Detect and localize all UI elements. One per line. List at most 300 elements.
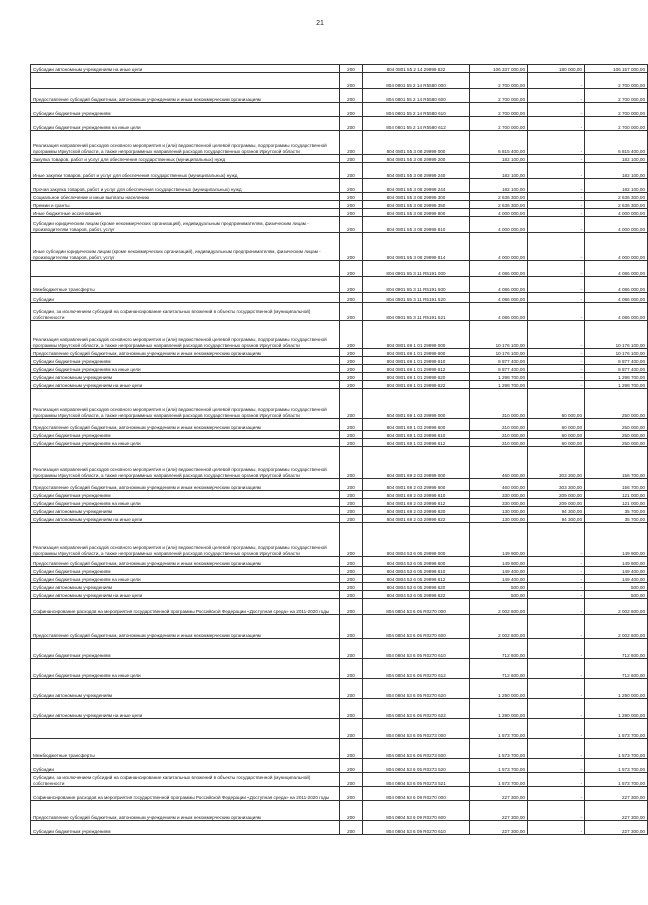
row-line-code: 200 [340,131,363,155]
table-row [31,773,648,787]
row-line-code: 200 [340,389,363,419]
row-budget-code: 804 0801 69 2 03 29999 622 [363,515,470,523]
row-budget-code: 804 0804 53 6 09 R0270 600 [363,801,470,821]
row-amount-before: 310 000,00 [470,431,528,439]
row-amount-after: 2 700 000,00 [585,73,648,89]
row-name [31,261,340,277]
row-line-code: 200 [340,73,363,89]
row-amount-before: 149 400,00 [470,575,528,583]
row-name: Субсидии бюджетным учреждениям [31,567,340,575]
row-budget-code: 804 0801 55 3 08 29999 800 [363,209,470,217]
row-amount-before: 4 086 000,00 [470,293,528,303]
row-line-code: 200 [340,659,363,679]
table-row [31,431,648,439]
row-amount-change: 60 000,00 [528,431,585,439]
table-row [31,479,648,491]
table-row [31,117,648,131]
table-row [31,89,648,103]
row-budget-code: 804 0804 53 6 05 29999 600 [363,557,470,567]
row-amount-after: 1 298 700,00 [585,381,648,389]
row-amount-before: 4 000 000,00 [470,209,528,217]
table-row [31,801,648,821]
row-amount-before: 1 290 000,00 [470,679,528,699]
row-amount-before: 500,00 [470,583,528,591]
row-amount-before: 10 176 100,00 [470,349,528,357]
row-amount-after: 10 176 100,00 [585,321,648,349]
row-amount-after: 8 877 400,00 [585,357,648,365]
row-amount-before: 2 636 300,00 [470,201,528,209]
row-line-code: 200 [340,117,363,131]
row-amount-after: 4 000 000,00 [585,209,648,217]
table-row [31,639,648,659]
row-budget-code: 804 0801 69 1 01 29999 622 [363,381,470,389]
row-amount-after: 2 002 600,00 [585,615,648,639]
row-line-code: 200 [340,431,363,439]
row-amount-change: - [528,201,585,209]
row-line-code: 200 [340,739,363,759]
table-row [31,439,648,447]
row-budget-code: 804 0801 55 2 14 R5580 610 [363,103,470,117]
row-amount-before: 2 700 000,00 [470,89,528,103]
budget-table [30,64,648,835]
row-name: Субсидии автономным учреждениям на иные цели [31,65,340,73]
table-row [31,179,648,193]
row-amount-change: 303 300,00 [528,479,585,491]
row-name: Субсидии автономным учреждениям на иные цели [31,591,340,599]
row-amount-change: - [528,155,585,163]
row-amount-change: - [528,801,585,821]
table-row [31,217,648,233]
row-amount-before: 6 815 400,00 [470,131,528,155]
row-amount-change: - [528,261,585,277]
row-amount-after: 227 300,00 [585,821,648,835]
row-amount-before: 1 573 700,00 [470,759,528,773]
row-budget-code: 804 0804 53 6 05 R0270 600 [363,615,470,639]
row-name: Субсидии [31,759,340,773]
row-name: Премии и гранты [31,201,340,209]
row-line-code: 200 [340,801,363,821]
row-amount-after: 121 000,00 [585,491,648,499]
row-amount-after: 2 700 000,00 [585,103,648,117]
row-line-code: 200 [340,193,363,201]
row-amount-change: - [528,659,585,679]
row-amount-after: 712 600,00 [585,659,648,679]
table-row [31,591,648,599]
row-amount-before: 330 000,00 [470,499,528,507]
row-amount-before: 712 600,00 [470,659,528,679]
table-row [31,381,648,389]
row-amount-change: - [528,179,585,193]
table-row [31,739,648,759]
table-row [31,557,648,567]
row-amount-change: 60 000,00 [528,389,585,419]
row-name: Прочая закупка товаров, работ и услуг для обеспечения государственных (муниципальных) нужд [31,179,340,193]
row-budget-code: 804 0801 69 2 03 29999 610 [363,491,470,499]
row-budget-code: 804 0801 55 2 14 29999 622 [363,65,470,73]
row-budget-code: 804 0804 53 6 05 29999 622 [363,591,470,599]
row-budget-code: 804 0801 55 3 08 29999 810 [363,217,470,233]
row-amount-change: - [528,639,585,659]
table-row [31,499,648,507]
row-amount-after: 4 086 000,00 [585,277,648,293]
row-name: Софинансирование расходов на мероприятия государственной программы Российской Федерации «Доступная среда» на 2011-2020 годы [31,599,340,615]
row-name: Предоставление субсидий бюджетным, автономным учреждениям и иным некоммерческим организациям [31,349,340,357]
row-budget-code: 804 0804 53 6 05 29999 612 [363,575,470,583]
row-name: Субсидии бюджетным учреждениям на иные цели [31,575,340,583]
row-name: Субсидии автономным учреждениям на иные цели [31,381,340,389]
row-line-code: 200 [340,491,363,499]
row-amount-before: 149 400,00 [470,567,528,575]
row-name: Предоставление субсидий бюджетным, автономным учреждениям и иным некоммерческим организациям [31,801,340,821]
row-budget-code: 804 0801 69 1 01 29999 000 [363,321,470,349]
row-name: Субсидии бюджетным учреждениям [31,491,340,499]
row-name: Софинансирование расходов на мероприятия государственной программы Российской Федерации «Доступная среда» на 2011-2020 годы [31,787,340,801]
table-row [31,293,648,303]
row-line-code: 200 [340,155,363,163]
table-row [31,419,648,431]
row-amount-before: 130 000,00 [470,507,528,515]
row-amount-after: 2 002 600,00 [585,599,648,615]
row-name: Субсидии автономным учреждениям на иные цели [31,699,340,719]
row-budget-code: 804 0804 53 6 09 R0270 610 [363,821,470,835]
row-amount-change: - [528,321,585,349]
table-row [31,679,648,699]
row-budget-code: 804 0801 69 2 03 29999 000 [363,447,470,479]
row-amount-change: - [528,787,585,801]
row-amount-after: 4 086 000,00 [585,261,648,277]
row-budget-code: 804 0801 55 3 08 29999 300 [363,193,470,201]
row-amount-after: 1 573 700,00 [585,739,648,759]
row-name: Субсидии, за исключением субсидий на софинансирование капитальных вложений в объекты государственной (муниципальной) собственности [31,773,340,787]
table-row [31,491,648,499]
row-amount-after: 149 400,00 [585,567,648,575]
row-budget-code: 804 0804 53 6 05 R0270 610 [363,639,470,659]
row-amount-after: 500,00 [585,591,648,599]
row-amount-after: 712 600,00 [585,639,648,659]
row-budget-code: 804 0801 55 3 08 29999 244 [363,179,470,193]
row-name: Предоставление субсидий бюджетным, автономным учреждениям и иным некоммерческим организациям [31,615,340,639]
table-row [31,659,648,679]
table-row [31,759,648,773]
row-name: Субсидии автономным учреждениям [31,583,340,591]
row-amount-change: - [528,739,585,759]
row-budget-code: 804 0801 55 3 08 29999 000 [363,131,470,155]
row-name: Субсидии автономным учреждениям [31,373,340,381]
row-line-code: 200 [340,163,363,179]
row-line-code: 200 [340,599,363,615]
row-line-code: 200 [340,515,363,523]
row-amount-after: 156 700,00 [585,447,648,479]
row-line-code: 200 [340,303,363,321]
row-budget-code: 804 0801 55 3 08 29999 240 [363,163,470,179]
row-budget-code: 804 0801 55 2 14 R5580 600 [363,89,470,103]
row-name: Предоставление субсидий бюджетным, автономным учреждениям и иным некоммерческим организациям [31,557,340,567]
table-row [31,155,648,163]
row-amount-change: - [528,591,585,599]
row-amount-change: - [528,277,585,293]
row-amount-change: - [528,303,585,321]
table-row [31,389,648,419]
row-amount-change: - [528,131,585,155]
table-row [31,209,648,217]
row-amount-after: 106 157 000,00 [585,65,648,73]
row-amount-before: 2 700 000,00 [470,117,528,131]
row-amount-change: - [528,719,585,739]
row-amount-after: 149 900,00 [585,557,648,567]
row-line-code: 200 [340,209,363,217]
row-amount-before: 182 100,00 [470,179,528,193]
table-row [31,507,648,515]
row-line-code: 200 [340,821,363,835]
row-amount-change: - [528,365,585,373]
table-row [31,575,648,583]
row-amount-after: 4 000 000,00 [585,233,648,261]
row-name: Субсидии бюджетным учреждениям на иные цели [31,499,340,507]
row-amount-change: - [528,615,585,639]
row-amount-change: - [528,381,585,389]
table-row [31,599,648,615]
row-line-code: 200 [340,557,363,567]
row-line-code: 200 [340,583,363,591]
row-line-code: 200 [340,293,363,303]
page-number: 21 [316,20,324,27]
row-budget-code: 804 0804 53 6 05 R0273 520 [363,759,470,773]
row-amount-change: 180 000,00 [528,65,585,73]
row-budget-code: 804 0804 53 6 05 R0273 000 [363,719,470,739]
row-budget-code: 804 0801 69 1 01 29999 620 [363,373,470,381]
row-name: Субсидии бюджетным учреждениям на иные цели [31,439,340,447]
table-row [31,163,648,179]
row-line-code: 200 [340,499,363,507]
row-amount-change: - [528,599,585,615]
row-amount-before: 310 000,00 [470,439,528,447]
table-row [31,65,648,73]
row-name: Субсидии бюджетным учреждениям [31,639,340,659]
row-budget-code: 804 0804 53 6 05 29999 610 [363,567,470,575]
row-amount-change: 94 300,00 [528,507,585,515]
table-row [31,787,648,801]
row-amount-after: 227 300,00 [585,787,648,801]
row-amount-after: 2 636 300,00 [585,193,648,201]
table-row [31,567,648,575]
row-budget-code: 804 0804 53 6 05 R0270 622 [363,699,470,719]
row-line-code: 200 [340,719,363,739]
row-amount-change: 94 300,00 [528,515,585,523]
row-budget-code: 804 0804 53 6 05 R0270 000 [363,599,470,615]
row-amount-before: 1 298 700,00 [470,373,528,381]
row-budget-code: 804 0801 69 2 03 29999 620 [363,507,470,515]
row-amount-after: 10 176 100,00 [585,349,648,357]
row-amount-before: 1 290 000,00 [470,699,528,719]
row-line-code: 200 [340,349,363,357]
row-amount-change: - [528,759,585,773]
row-amount-after: 149 400,00 [585,575,648,583]
row-amount-change: - [528,357,585,365]
row-amount-after: 121 000,00 [585,499,648,507]
row-name: Субсидии автономным учреждениям [31,679,340,699]
row-line-code: 200 [340,507,363,515]
row-amount-after: 149 900,00 [585,523,648,557]
table-row [31,303,648,321]
row-amount-before: 330 000,00 [470,491,528,499]
row-name: Субсидии бюджетным учреждениям на иные цели [31,365,340,373]
row-amount-before: 149 900,00 [470,557,528,567]
row-name: Субсидии юридическим лицам (кроме некоммерческих организаций), индивидуальным предпринимателям, физическим лицам - производителям товаров, работ, услуг [31,217,340,233]
table-row [31,103,648,117]
row-budget-code: 804 0801 55 3 08 29999 350 [363,201,470,209]
row-amount-before: 1 298 700,00 [470,381,528,389]
table-row [31,233,648,261]
row-name [31,73,340,89]
row-line-code: 200 [340,419,363,431]
row-amount-after: 8 877 400,00 [585,365,648,373]
row-amount-change: - [528,349,585,357]
table-row [31,583,648,591]
row-name: Иные субсидии юридическим лицам (кроме некоммерческих организаций), индивидуальным предпринимателям, физическим лицам - производителям товаров, работ, услуг [31,233,340,261]
table-row [31,321,648,349]
row-line-code: 200 [340,233,363,261]
table-row [31,73,648,89]
row-amount-change: - [528,193,585,201]
row-budget-code: 804 0804 53 6 05 R0273 500 [363,739,470,759]
table-row [31,515,648,523]
row-amount-change: - [528,575,585,583]
row-budget-code: 804 0801 69 1 01 29999 610 [363,357,470,365]
table-row [31,365,648,373]
row-amount-before: 1 573 700,00 [470,719,528,739]
row-budget-code: 804 0804 53 6 05 29999 620 [363,583,470,591]
row-amount-after: 182 100,00 [585,179,648,193]
row-amount-change: 209 000,00 [528,499,585,507]
row-amount-change: - [528,773,585,787]
row-amount-after: 1 573 700,00 [585,773,648,787]
row-budget-code: 804 0801 69 1 03 29999 000 [363,389,470,419]
row-name: Предоставление субсидий бюджетным, автономным учреждениям и иным некоммерческим организациям [31,89,340,103]
row-amount-before: 310 000,00 [470,389,528,419]
row-line-code: 200 [340,679,363,699]
row-name: Субсидии автономным учреждениям на иные цели [31,515,340,523]
row-amount-change: - [528,209,585,217]
table-row [31,201,648,209]
row-budget-code: 804 0801 55 3 11 R5191 521 [363,303,470,321]
row-budget-code: 804 0801 55 3 11 R5191 520 [363,293,470,303]
row-amount-after: 1 573 700,00 [585,759,648,773]
row-budget-code: 804 0804 53 6 05 R0273 521 [363,773,470,787]
row-budget-code: 804 0801 69 1 03 29999 600 [363,419,470,431]
row-amount-after: 2 700 000,00 [585,117,648,131]
row-amount-before: 500,00 [470,591,528,599]
row-amount-before: 4 000 000,00 [470,217,528,233]
row-amount-before: 4 086 000,00 [470,277,528,293]
row-amount-after: 4 000 000,00 [585,217,648,233]
row-budget-code: 804 0804 53 6 09 R0270 000 [363,787,470,801]
table-row [31,193,648,201]
row-amount-after: 227 300,00 [585,801,648,821]
row-amount-before: 130 000,00 [470,515,528,523]
row-amount-after: 2 700 000,00 [585,89,648,103]
row-line-code: 200 [340,567,363,575]
row-budget-code: 804 0804 53 6 05 29999 000 [363,523,470,557]
row-line-code: 200 [340,179,363,193]
row-amount-after: 250 000,00 [585,431,648,439]
row-name: Реализация направлений расходов основного мероприятия и (или) ведомственной целевой программы, подпрограммы государственной программы Иркутской области, а также непрограммных направлений расходов государственных органов Иркутской области [31,447,340,479]
row-line-code: 200 [340,639,363,659]
row-amount-before: 2 002 600,00 [470,599,528,615]
table-row [31,349,648,357]
row-line-code: 200 [340,373,363,381]
row-amount-change: - [528,163,585,179]
row-amount-after: 2 636 300,00 [585,201,648,209]
row-line-code: 200 [340,699,363,719]
row-amount-after: 250 000,00 [585,419,648,431]
row-amount-before: 2 636 300,00 [470,193,528,201]
row-amount-before: 2 002 600,00 [470,615,528,639]
row-amount-after: 1 290 000,00 [585,679,648,699]
row-line-code: 200 [340,89,363,103]
row-amount-before: 8 877 400,00 [470,357,528,365]
row-budget-code: 804 0804 53 6 05 R0270 620 [363,679,470,699]
row-amount-before: 1 573 700,00 [470,739,528,759]
row-amount-change: 303 300,00 [528,447,585,479]
row-amount-after: 4 086 000,00 [585,293,648,303]
row-amount-after: 6 815 400,00 [585,131,648,155]
row-name: Реализация направлений расходов основного мероприятия и (или) ведомственной целевой программы, подпрограммы государственной программы Иркутской области, а также непрограммных направлений расходов государственных органов Иркутской области [31,389,340,419]
row-line-code: 200 [340,381,363,389]
row-amount-before: 227 300,00 [470,787,528,801]
table-row [31,699,648,719]
row-name: Межбюджетные трансферты [31,277,340,293]
row-amount-after: 182 100,00 [585,155,648,163]
row-amount-change: 209 000,00 [528,491,585,499]
row-budget-code: 804 0801 69 1 01 29999 612 [363,365,470,373]
row-budget-code: 804 0801 55 3 08 29999 814 [363,233,470,261]
row-budget-code: 804 0801 69 1 03 29999 612 [363,439,470,447]
row-line-code: 200 [340,357,363,365]
row-amount-after: 500,00 [585,583,648,591]
row-line-code: 200 [340,103,363,117]
row-amount-change: - [528,233,585,261]
row-name: Закупка товаров, работ и услуг для обеспечения государственных (муниципальных) нужд [31,155,340,163]
row-amount-before: 1 573 700,00 [470,773,528,787]
row-line-code: 200 [340,365,363,373]
row-amount-change: - [528,567,585,575]
table-row [31,131,648,155]
row-name: Субсидии бюджетным учреждениям на иные цели [31,117,340,131]
row-amount-change: - [528,103,585,117]
row-amount-before: 227 300,00 [470,821,528,835]
row-name: Реализация направлений расходов основного мероприятия и (или) ведомственной целевой программы, подпрограммы государственной программы Иркутской области, а также непрограммных направлений расходов государственных органов Иркутской области [31,523,340,557]
row-name [31,719,340,739]
row-line-code: 200 [340,447,363,479]
row-amount-before: 4 086 000,00 [470,261,528,277]
row-budget-code: 804 0801 69 1 03 29999 610 [363,431,470,439]
row-amount-before: 227 300,00 [470,801,528,821]
row-line-code: 200 [340,201,363,209]
row-amount-change: - [528,699,585,719]
row-name: Реализация направлений расходов основного мероприятия и (или) ведомственной целевой программы, подпрограммы государственной программы Иркутской области, а также непрограммных направлений расходов государственных органов Иркутской области [31,131,340,155]
row-amount-before: 460 000,00 [470,447,528,479]
table-row [31,719,648,739]
row-line-code: 200 [340,615,363,639]
row-amount-after: 250 000,00 [585,439,648,447]
row-amount-after: 250 000,00 [585,389,648,419]
row-amount-change: - [528,73,585,89]
table-row [31,615,648,639]
row-amount-change: - [528,373,585,381]
row-line-code: 200 [340,321,363,349]
row-budget-code: 804 0801 55 2 14 R5580 000 [363,73,470,89]
row-name: Субсидии автономным учреждениям [31,507,340,515]
